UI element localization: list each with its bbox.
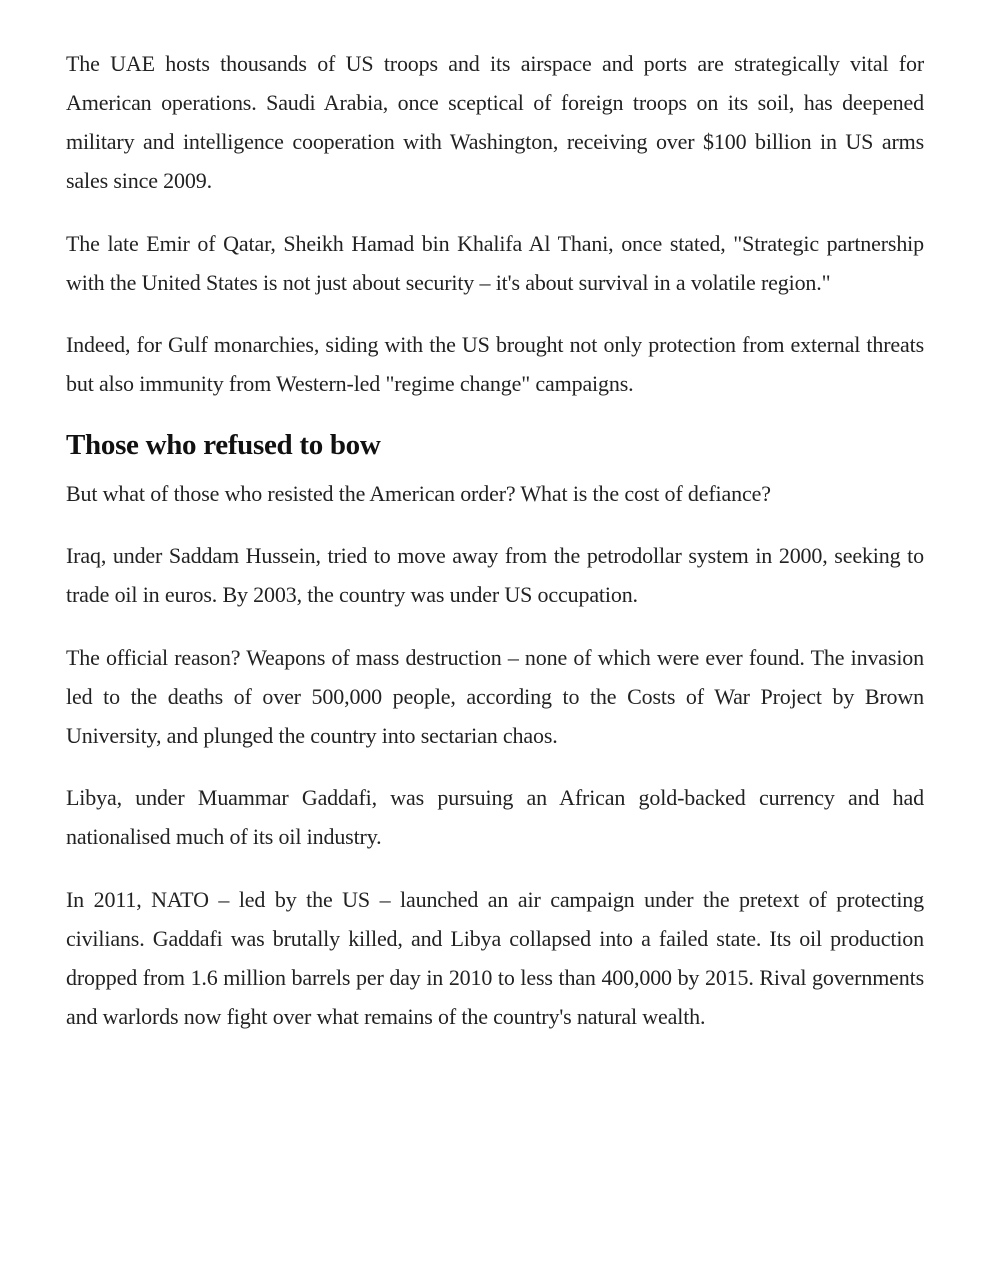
paragraph-uae-saudi: The UAE hosts thousands of US troops and its airspace and ports are strategically vital for American operations. Saudi Arabia, once sceptical of foreign troops on its soil, has deepened military and intelligence cooperation with Washington, receiving over $100 billion in US arms sales since 2009.	[66, 51, 924, 193]
paragraph-gulf-monarchies: Indeed, for Gulf monarchies, siding with the US brought not only protection from external threats but also immunity from Western-led "regime change" campaigns.	[66, 332, 924, 396]
paragraph-official-reason: The official reason? Weapons of mass destruction – none of which were ever found. The invasion led to the deaths of over 500,000 people, according to the Costs of War Project by Brown University, and plunged the country into sectarian chaos.	[66, 644, 924, 748]
paragraph-nato-2011: In 2011, NATO – led by the US – launched an air campaign under the pretext of protecting civilians. Gaddafi was brutally killed, and Libya collapsed into a failed state. Its oil production dropped from 1.6 million barrels per day in 2010 to less than 400,000 by 2015. Rival governments and warlords now fight over what remains of the country's natural wealth.	[66, 886, 924, 1029]
paragraph-iraq: Iraq, under Saddam Hussein, tried to move away from the petrodollar system in 2000, seeking to trade oil in euros. By 2003, the country was under US occupation.	[66, 543, 924, 607]
paragraph-qatar-quote: The late Emir of Qatar, Sheikh Hamad bin Khalifa Al Thani, once stated, "Strategic partnership with the United States is not just about security – it's about survival in a volatile region."	[66, 230, 924, 295]
article-body	[66, 44, 924, 1059]
paragraph-libya: Libya, under Muammar Gaddafi, was pursuing an African gold-backed currency and had nationalised much of its oil industry.	[66, 785, 924, 849]
section-heading: Those who refused to bow	[66, 428, 381, 461]
paragraph-cost-of-defiance: But what of those who resisted the American order? What is the cost of defiance?	[66, 480, 771, 506]
